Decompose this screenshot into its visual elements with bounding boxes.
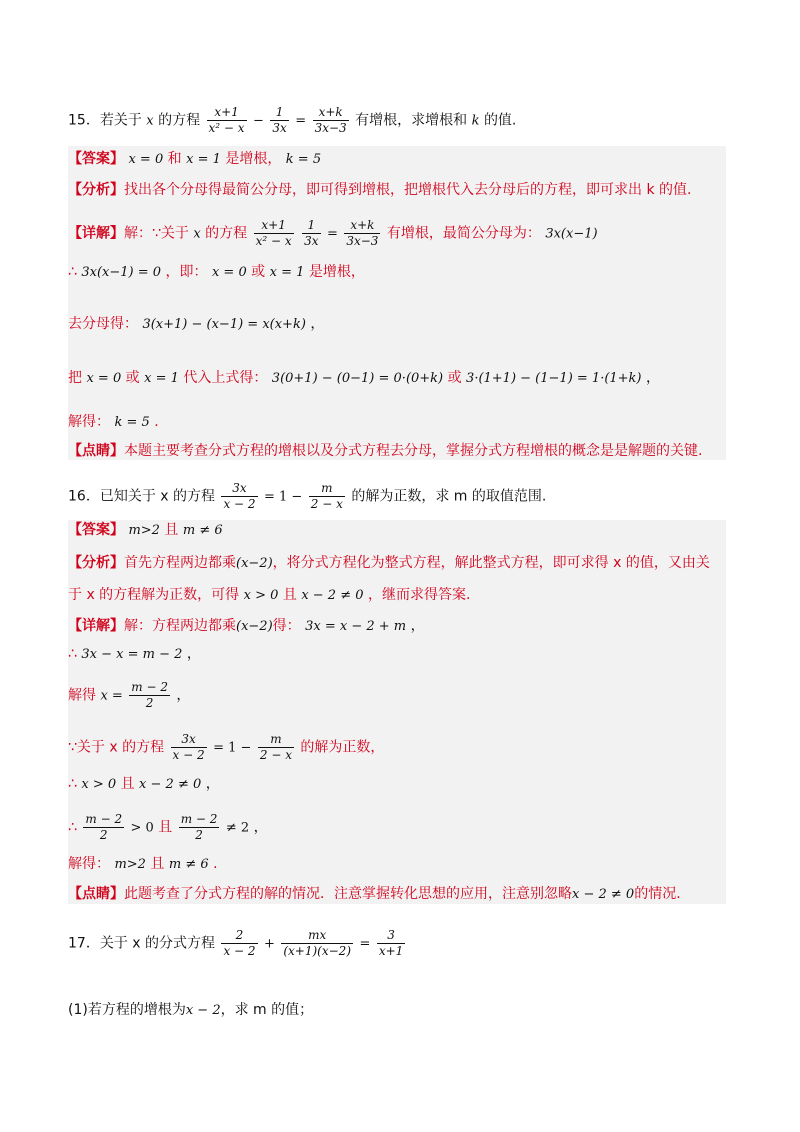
a16-answer-line	[68, 520, 223, 541]
q15-prefix: 15．若关于	[68, 112, 142, 129]
text: 和	[167, 151, 182, 167]
fraction: $\frac{m}{2 - x}$	[259, 732, 292, 762]
math: x − 2 ≠ 0	[572, 887, 635, 902]
text: 或	[125, 370, 140, 386]
fraction: $\frac{m - 2}{2}$	[180, 812, 218, 842]
q15-minus: −	[253, 113, 264, 129]
a16-step-4	[68, 732, 384, 763]
a15-detail-line	[68, 218, 598, 249]
math: 3·(1+1) − (1−1) = 1·(1+k)	[466, 371, 642, 386]
text: 且	[158, 819, 173, 836]
math: x − 2 ≠ 0	[301, 588, 364, 603]
q15-var-x: x	[146, 113, 154, 129]
math: 3(x+1) − (x−1) = x(x+k)	[142, 317, 306, 332]
text: 本题主要考查分式方程的增根以及分式方程去分母，掌握分式方程增根的概念是是解题的关键.	[124, 443, 703, 459]
math: 3x = x − 2 + m	[305, 619, 407, 634]
question-17	[68, 928, 407, 959]
text: ，	[205, 776, 220, 792]
text: 解：方程两边都乘	[124, 618, 236, 634]
text: ∴	[68, 819, 77, 836]
math: x = 0	[211, 265, 247, 280]
math: x = 0	[128, 152, 164, 167]
q15-equals: =	[295, 113, 307, 129]
math: x > 0	[243, 588, 279, 603]
fraction: $\frac{3x}{x - 2}$	[172, 732, 205, 762]
math: ≠ 2	[225, 820, 250, 836]
comment-tag: 【点睛】	[68, 886, 124, 902]
a16-analysis-line-2	[68, 585, 470, 606]
text: 找出各个分母得最简公分母，即可得到增根，把增根代入去分母后的方程，即可求出 k 的值.	[124, 182, 692, 198]
fraction: $\frac{x+1}{\text{x² − x}}$	[255, 218, 292, 248]
fraction: $\frac{mx}{(x+1)(x-2)}$	[283, 928, 351, 958]
text: 16．已知关于 x 的方程	[68, 488, 215, 505]
a16-comment-line	[68, 884, 681, 905]
text: ∴	[68, 646, 77, 662]
text: ∴	[68, 776, 77, 792]
math: x − 2 ≠ 0	[139, 777, 202, 792]
text: 代入上式得：	[183, 370, 268, 386]
text: 解得	[68, 687, 96, 704]
text: 的方程	[205, 225, 248, 242]
fraction: $\frac{3x}{x - 2}$	[223, 481, 256, 511]
text: ，即：	[165, 264, 208, 280]
math: x − 2	[185, 1003, 221, 1018]
fraction: $\frac{m - 2}{2}$	[85, 812, 123, 842]
text: 解得：	[68, 414, 110, 430]
answer-box-16	[68, 520, 726, 904]
math: x =	[100, 688, 123, 704]
text: 或	[447, 370, 462, 386]
math: =	[359, 936, 371, 952]
text: 有增根，最简公分母为：	[386, 225, 541, 242]
math: m>2	[128, 523, 160, 538]
question-16	[68, 481, 546, 512]
text: 且	[282, 587, 297, 603]
question-15	[68, 105, 516, 136]
a16-analysis-line-1	[68, 553, 710, 574]
math: 3x − x = m − 2	[81, 647, 183, 662]
q15-fraction-2: $\frac{1}{3x}$	[272, 105, 287, 135]
a15-step-4	[68, 368, 660, 389]
text: ，	[410, 618, 425, 634]
fraction: $\frac{2}{x - 2}$	[223, 928, 256, 958]
text: 把	[68, 370, 82, 386]
q15-end: 的值.	[483, 112, 517, 129]
math: m ≠ 6	[182, 523, 223, 538]
math: (x−2)	[236, 619, 273, 634]
math: 3(0+1) − (0−1) = 0·(0+k)	[271, 371, 444, 386]
q15-eq-word: 的方程	[158, 112, 201, 129]
text: 或	[251, 264, 266, 280]
fraction: $\frac{x+k}{3x-3}$	[346, 218, 379, 248]
text: ，	[310, 316, 325, 332]
a15-comment-line	[68, 441, 702, 461]
text: ，继而求得答案.	[367, 587, 471, 603]
math: m ≠ 6	[168, 857, 209, 872]
q15-var-k: k	[471, 113, 480, 129]
text: 此题考查了分式方程的解的情况．注意掌握转化思想的应用，注意别忽略	[124, 886, 572, 902]
text: .	[154, 414, 159, 430]
text: ，求 m 的值；	[220, 1002, 314, 1018]
fraction: $\frac{m - 2}{2}$	[131, 680, 168, 710]
text: 于 x 的方程解为正数，可得	[68, 587, 240, 603]
text: 且	[164, 522, 179, 538]
math: x = 0	[86, 371, 122, 386]
comment-tag: 【点睛】	[68, 443, 124, 459]
detail-tag: 【详解】	[68, 618, 124, 634]
math: k = 5	[285, 152, 322, 167]
text: ，	[253, 819, 268, 836]
q15-fraction-3: $\frac{x+k}{3x-3}$	[314, 105, 347, 135]
math: = 1 −	[213, 740, 252, 756]
text: (1)若方程的增根为	[68, 1002, 186, 1018]
text: 首先方程两边都乘	[124, 555, 236, 571]
math: x > 0	[81, 777, 117, 792]
a15-step-2	[68, 262, 365, 283]
text: ，将分式方程化为整式方程，解此整式方程，即可求得 x 的值，又由关	[272, 555, 710, 571]
text: 解得：	[68, 856, 110, 872]
text: 17．关于 x 的分式方程	[68, 935, 215, 952]
math: x = 1	[186, 152, 221, 167]
text: 的解为正数，	[300, 739, 385, 756]
a16-step-3	[68, 680, 190, 711]
analysis-tag: 【分析】	[68, 555, 124, 571]
a16-step-6	[68, 812, 268, 843]
text: 的情况.	[634, 886, 681, 902]
a16-step-5	[68, 774, 220, 795]
math: 3x(x−1)	[545, 226, 598, 242]
detail-tag: 【详解】	[68, 225, 124, 242]
a16-step-7	[68, 854, 218, 875]
text: ，	[176, 687, 191, 704]
math: x = 1	[269, 265, 305, 280]
a16-step-2	[68, 644, 201, 665]
text: 解：∵关于	[124, 225, 189, 242]
text: ∵关于 x 的方程	[68, 739, 165, 756]
math: = 1 −	[264, 489, 303, 505]
a16-detail-line	[68, 616, 425, 637]
analysis-tag: 【分析】	[68, 182, 124, 198]
text: 的解为正数，求 m 的取值范围.	[351, 488, 547, 505]
math: =	[326, 226, 338, 242]
text: ，	[645, 370, 660, 386]
math: m>2	[114, 857, 146, 872]
math: > 0	[130, 820, 154, 836]
math: x	[193, 226, 201, 242]
math: +	[264, 936, 275, 952]
text: 且	[150, 856, 165, 872]
math: 3x(x−1) = 0	[81, 265, 162, 280]
text: 是增根，	[225, 151, 282, 167]
a15-step-3	[68, 314, 324, 335]
fraction: $\frac{3}{x+1}$	[378, 928, 404, 958]
text: ∴	[68, 264, 77, 280]
a15-answer-line	[68, 149, 321, 170]
text: .	[213, 856, 218, 872]
text: 是增根，	[308, 264, 365, 280]
q15-fraction-1: $\frac{x+1}{\text{x² − x}}$	[208, 105, 245, 135]
answer-tag: 【答案】	[68, 522, 124, 538]
answer-tag: 【答案】	[68, 151, 124, 167]
question-17-part-1	[68, 1000, 313, 1021]
text: 得：	[272, 618, 301, 634]
q15-suffix: 有增根，求增根和	[355, 112, 468, 129]
text: 去分母得：	[68, 316, 138, 332]
text: ，	[186, 646, 201, 662]
math: x = 1	[144, 371, 179, 386]
a15-analysis-line	[68, 180, 691, 200]
math: (x−2)	[236, 556, 273, 571]
fraction: $\frac{m}{2 - x}$	[310, 481, 343, 511]
math: k = 5	[114, 415, 150, 430]
a15-step-5	[68, 412, 159, 433]
fraction: $\frac{1}{3x}$	[304, 218, 319, 248]
text: 且	[120, 776, 135, 792]
